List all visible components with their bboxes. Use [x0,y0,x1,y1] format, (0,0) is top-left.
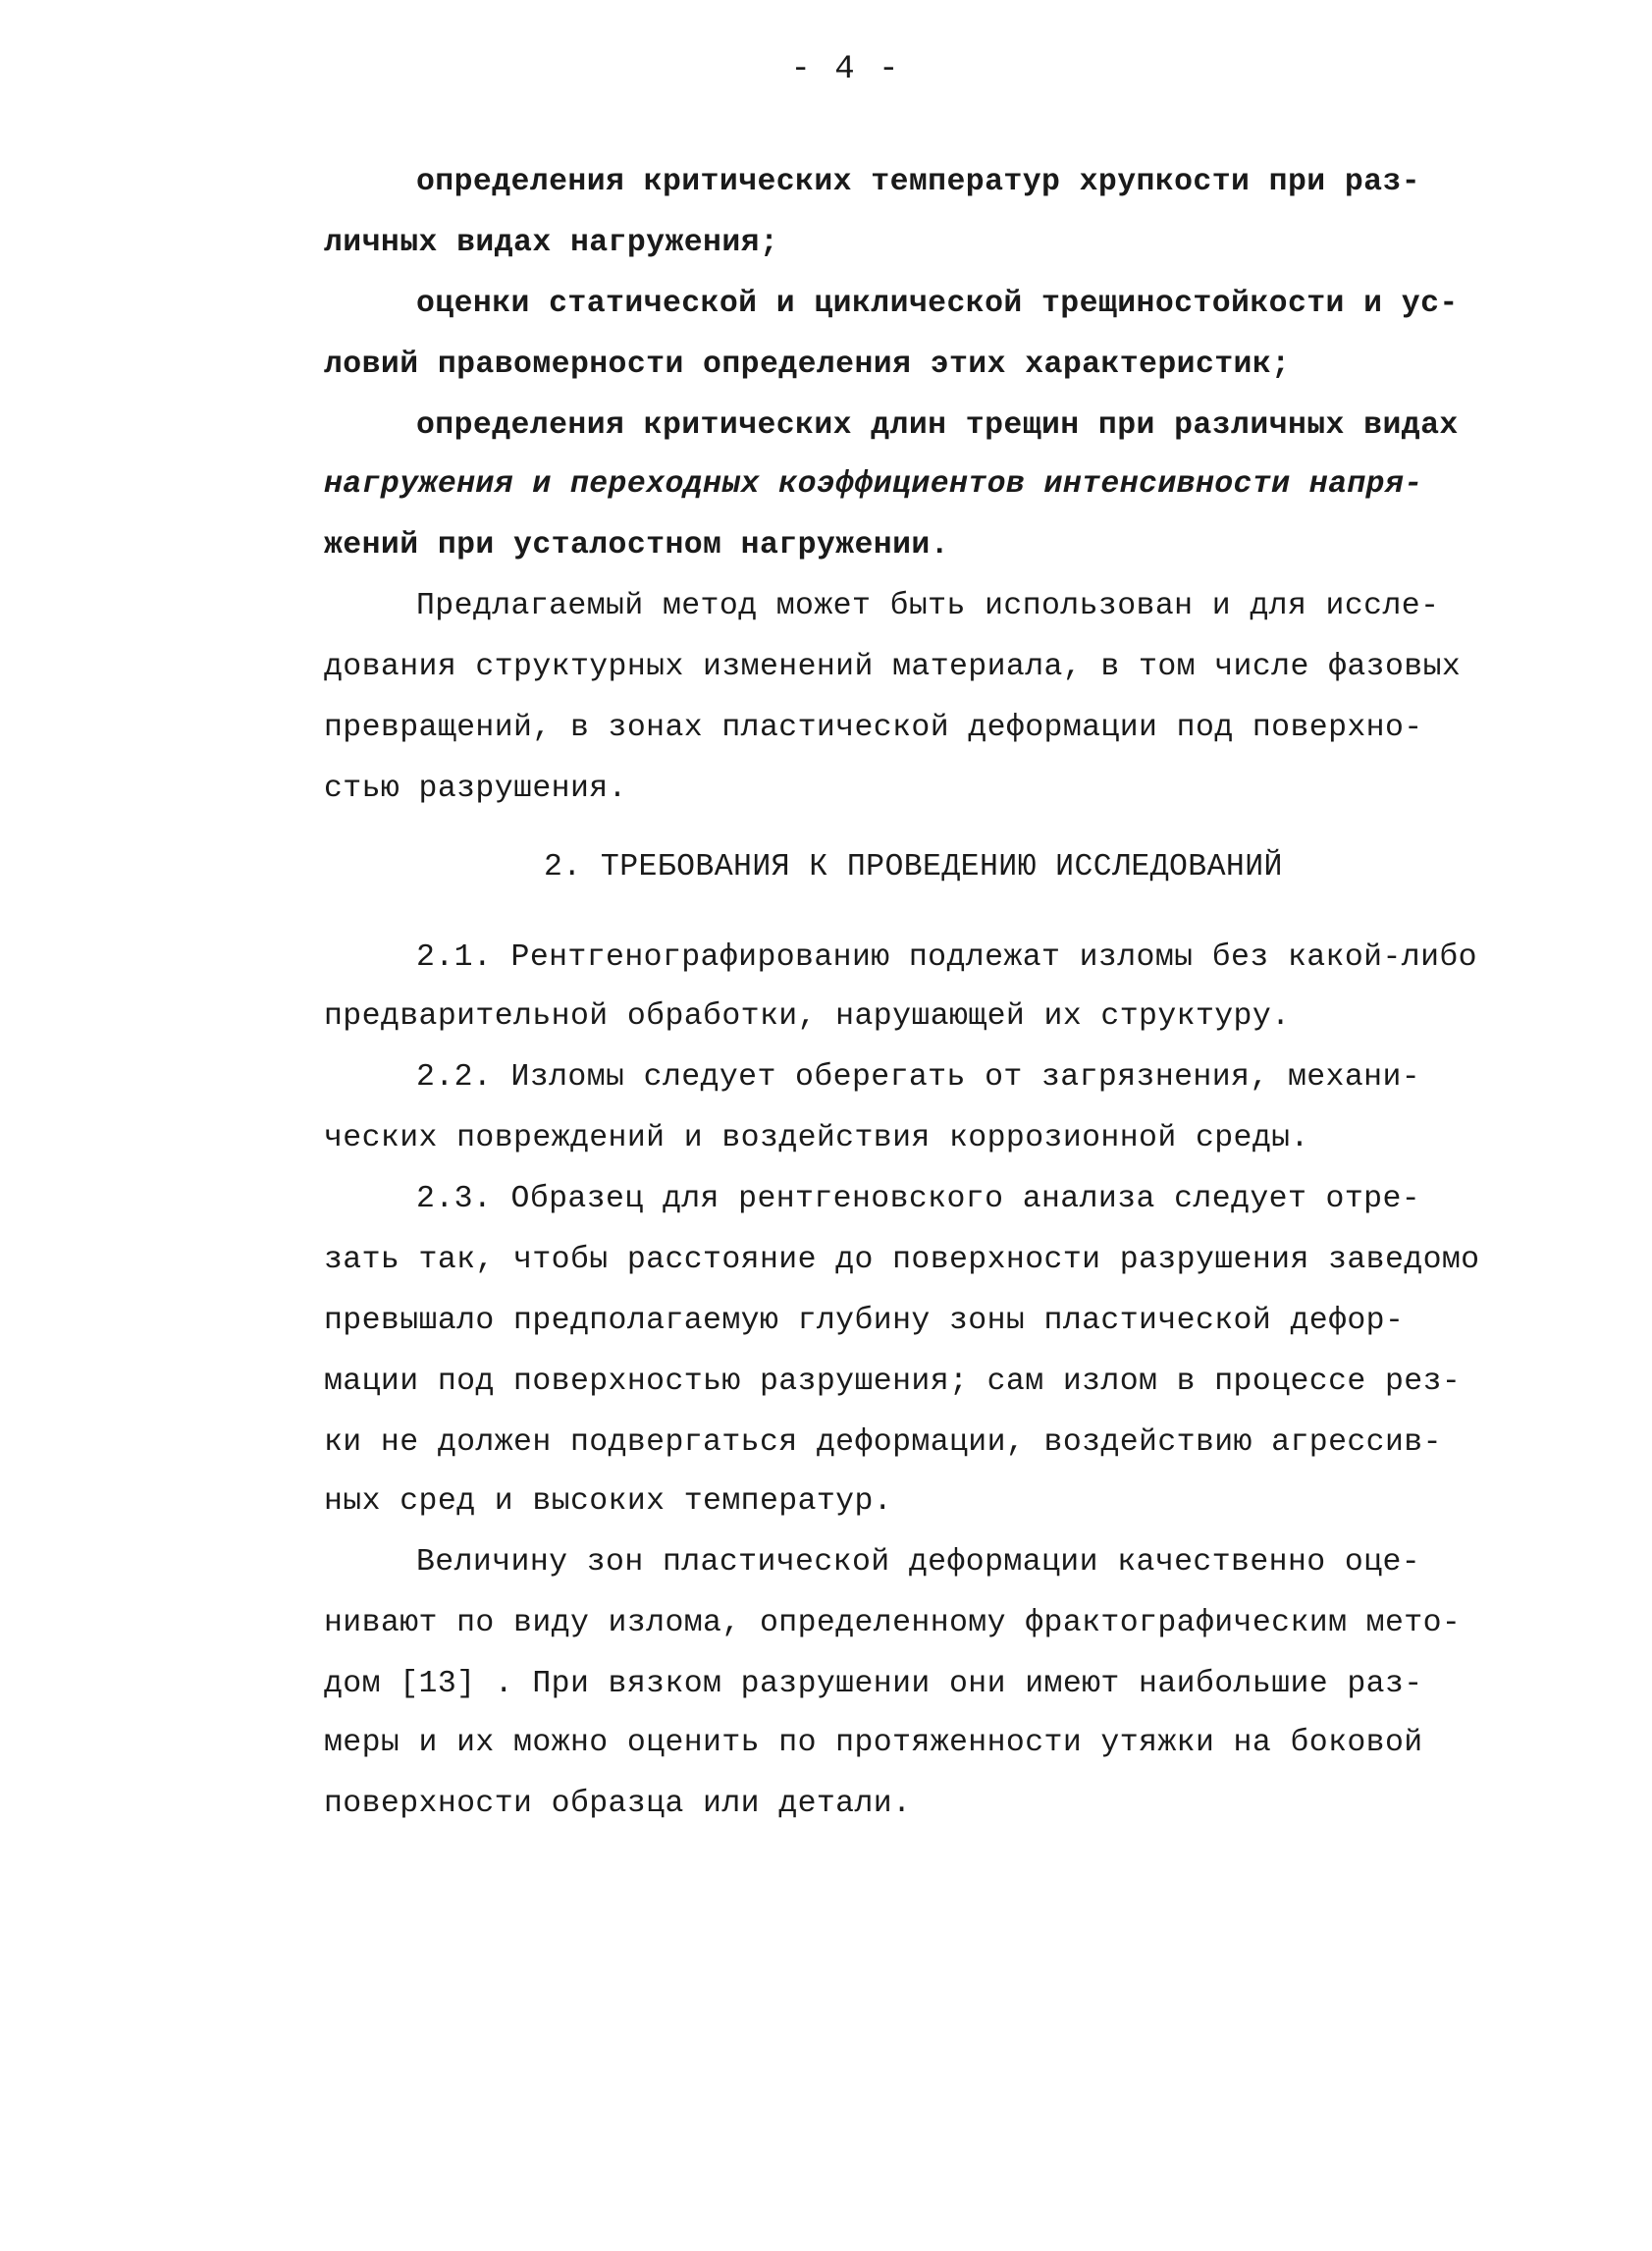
paragraph-line: зать так, чтобы расстояние до поверхности разрушения заведомо [324,1243,1480,1277]
paragraph-line: Предлагаемый метод может быть использован и для иссле- [416,589,1440,623]
paragraph-line: 2.1. Рентгенографированию подлежат изломы без какой-либо [416,940,1477,975]
paragraph-line: жений при усталостном нагружении. [324,528,950,563]
paragraph-line: ловий правомерности определения этих характеристик; [324,348,1291,382]
paragraph-line: оценки статической и циклической трещиностойкости и ус- [416,287,1459,321]
paragraph-line: дом [13] . При вязком разрушении они имеют наибольшие раз- [324,1667,1423,1701]
paragraph-line: ческих повреждений и воздействия коррозионной среды. [324,1121,1309,1155]
paragraph-line: определения критических длин трещин при различных видах [416,408,1459,443]
section-heading: 2. ТРЕБОВАНИЯ К ПРОВЕДЕНИЮ ИССЛЕДОВАНИЙ [544,850,1283,884]
paragraph-line: дования структурных изменений материала, в том числе фазовых [324,650,1462,684]
paragraph-line: поверхности образца или детали. [324,1787,912,1821]
page-number: - 4 - [790,51,901,88]
paragraph-line: ных сред и высоких температур. [324,1484,893,1519]
paragraph-line: нагружения и переходных коэффициентов интенсивности напря- [324,467,1423,502]
paragraph-line: Величину зон пластической деформации качественно оце- [416,1545,1421,1580]
paragraph-line: личных видах нагружения; [324,226,779,260]
paragraph-line: превышало предполагаемую глубину зоны пластической дефор- [324,1304,1405,1338]
paragraph-line: стью разрушения. [324,772,627,806]
paragraph-line: нивают по виду излома, определенному фрактографическим мето- [324,1606,1462,1640]
paragraph-line: меры и их можно оценить по протяженности утяжки на боковой [324,1726,1423,1760]
paragraph-line: определения критических температур хрупкости при раз- [416,165,1421,199]
paragraph-line: мации под поверхностью разрушения; сам излом в процессе рез- [324,1365,1462,1399]
paragraph-line: предварительной обработки, нарушающей их структуру. [324,999,1291,1034]
paragraph-line: превращений, в зонах пластической деформации под поверхно- [324,711,1423,745]
paragraph-line: 2.2. Изломы следует оберегать от загрязнения, механи- [416,1060,1421,1095]
paragraph-line: ки не должен подвергаться деформации, воздействию агрессив- [324,1425,1442,1460]
paragraph-line: 2.3. Образец для рентгеновского анализа следует отре- [416,1182,1421,1216]
